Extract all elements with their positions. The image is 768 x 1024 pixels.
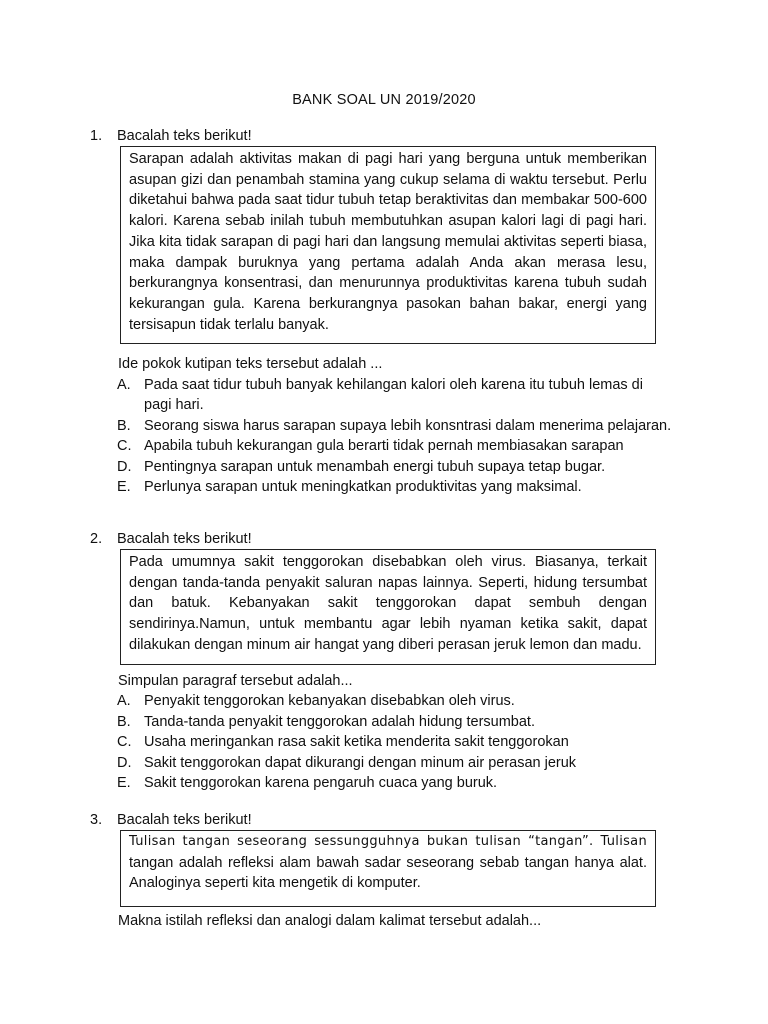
option-letter: B. [117,417,131,434]
option-d [117,753,674,774]
option-letter: E. [117,479,131,496]
option-letter: A. [117,693,131,710]
question-instruction: Bacalah teks berikut! [117,531,252,547]
option-text: Pentingnya sarapan untuk menambah energi tubuh supaya tetap bugar. [144,458,606,475]
question-number: 2. [90,531,103,547]
passage-box: Pada umumnya sakit tenggorokan disebabkan oleh virus. Biasanya, terkait dengan tanda-tanda penyakit saluran napas lainnya. Seperti, hidung tersumbat dan batuk. Kebanyakan sakit tenggorokan dapat sembuh dengan sendirinya.Namun, untuk membantu agar lebih nyaman ketika sakit, dapat dilakukan dengan minum air hangat yang diberi perasan jeruk lemon dan madu. [120,549,656,665]
question-2 [90,529,670,794]
option-text: Sakit tenggorokan dapat dikurangi dengan minum air perasan jeruk [144,754,577,771]
question-number: 1. [90,128,103,144]
option-d [117,457,674,478]
option-c [117,436,674,457]
option-letter: C. [117,438,132,455]
option-text: Tanda-tanda penyakit tenggorokan adalah hidung tersumbat. [144,713,535,730]
option-text: Usaha meringankan rasa sakit ketika menderita sakit tenggorokan [144,734,569,751]
option-text: Perlunya sarapan untuk meningkatkan produktivitas yang maksimal. [144,479,582,496]
question-prompt: Ide pokok kutipan teks tersebut adalah ... [118,356,383,373]
passage-box [120,830,656,907]
question-1 [90,126,670,498]
option-a [117,375,674,416]
option-b [117,712,674,733]
passage-box: Sarapan adalah aktivitas makan di pagi hari yang berguna untuk memberikan asupan gizi dan penambah stamina yang cukup selama di waktu tersebut. Perlu diketahui bahwa pada saat tidur tubuh tetap beraktivitas dan membakar 500-600 kalori. Karena sebab inilah tubuh membutuhkan asupan kalori lagi di pagi hari. Jika kita tidak sarapan di pagi hari dan langsung memulai aktivitas seperti biasa, maka dampak buruknya yang pertama adalah Anda akan merasa lesu, berkurangnya konsentrasi, dan menurunnya produktivitas karena tubuh sudah kekurangan gula. Karena berkurangnya pasokan bahan bakar, energi yang tersisapun tidak terlalu banyak. [120,146,656,344]
question-instruction: Bacalah teks berikut! [117,812,252,828]
option-text: Sakit tenggorokan karena pengaruh cuaca yang buruk. [144,775,498,792]
question-prompt: Simpulan paragraf tersebut adalah... [118,672,353,689]
option-b [117,416,674,437]
option-text: Seorang siswa harus sarapan supaya lebih konsntrasi dalam menerima pelajaran. [144,417,672,434]
question-header [90,126,670,146]
question-header [90,810,670,830]
question-header [90,529,670,549]
option-list [117,375,670,498]
option-text: Apabila tubuh kekurangan gula berarti tidak pernah membiasakan sarapan [144,438,624,455]
option-a [117,691,674,712]
option-text: Pada saat tidur tubuh banyak kehilangan kalori oleh karena itu tubuh lemas di pagi hari. [144,376,643,414]
passage-rest: tangan adalah refleksi alam bawah sadar seseorang sebab tangan hanya alat. Analoginya seperti kita mengetik di komputer. [129,854,647,892]
option-list [117,691,670,794]
question-instruction: Bacalah teks berikut! [117,128,252,144]
option-letter: A. [117,376,131,393]
option-letter: E. [117,775,131,792]
option-e [117,773,674,794]
question-number: 3. [90,812,103,828]
question-prompt: Makna istilah refleksi dan analogi dalam kalimat tersebut adalah... [118,913,542,930]
question-3 [90,810,670,932]
document-title: BANK SOAL UN 2019/2020 [292,92,476,108]
option-letter: B. [117,713,131,730]
option-e [117,477,674,498]
option-text: Penyakit tenggorokan kebanyakan disebabkan oleh virus. [144,693,515,710]
passage-first-line: Tulisan tangan seseorang sessungguhnya bukan tulisan “tangan”. Tulisan [129,834,647,849]
option-letter: C. [117,734,132,751]
option-c [117,732,674,753]
option-letter: D. [117,754,132,771]
option-letter: D. [117,458,132,475]
